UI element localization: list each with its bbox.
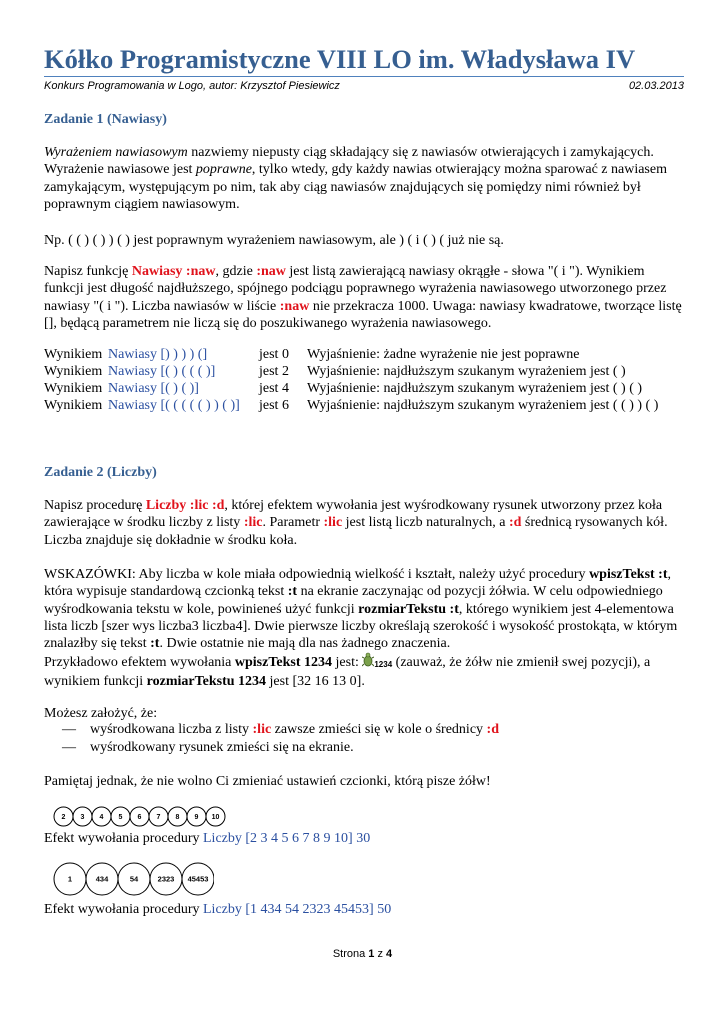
text: , gdzie <box>215 264 257 279</box>
subtitle: Konkurs Programowania w Logo, autor: Krzysztof Piesiewicz <box>44 80 340 92</box>
example-call: Nawiasy [( ) ( )] <box>108 381 199 396</box>
circle-number: 434 <box>95 874 109 884</box>
circle-number: 54 <box>129 874 139 884</box>
circle-number: 45453 <box>187 874 209 884</box>
list-item: — wyśrodkowana liczba z listy :lic zawsze zmieści się w kole o średnicy :d <box>62 722 499 737</box>
example-explanation: Wyjaśnienie: najdłuższym szukanym wyrażeniem jest ( ) <box>307 364 626 379</box>
text: . Dwie ostatnie nie mają dla nas żadnego znaczenia. <box>159 636 451 652</box>
task1-paragraph-task <box>44 263 684 332</box>
sample-rendered-number: 1234 <box>374 660 393 669</box>
circle-number: 4 <box>99 813 104 821</box>
circle-number: 1 <box>67 874 73 884</box>
circle-number: 2323 <box>157 874 175 884</box>
example-explanation: Wyjaśnienie: najdłuższym szukanym wyrażeniem jest ( ( ) ) ( ) <box>307 398 659 413</box>
param-name: :lic <box>252 722 272 737</box>
text: Napisz funkcję <box>44 264 132 279</box>
effect-caption-1 <box>44 830 684 847</box>
text: , której efektem wywołania jest wyśrodkowany rysunek utworzony przez koła zawierające w środku liczby z listy <box>44 498 663 531</box>
text: jest listą liczb naturalnych, a <box>342 515 509 531</box>
text: wyśrodkowany rysunek zmieści się na ekranie. <box>90 740 354 755</box>
circle-number: 2 <box>61 813 66 821</box>
example-prefix: Wynikiem <box>44 381 103 396</box>
document-date: 02.03.2013 <box>628 80 684 92</box>
term-em: poprawne <box>195 162 252 178</box>
task2-paragraph-example <box>44 652 684 691</box>
text: (zauważ, że żółw nie zmienił swej pozycji), a wynikiem funkcji <box>44 655 651 690</box>
text: jest listą zawierającą nawiasy okrągłe - słowa "( i "). Wynikiem funkcji jest długość najdłuższego, spójnego podciągu poprawnego wyrażenia nawiasowego utworzonego przez nawiasy "( i "). Liczba nawiasów w liście <box>44 264 667 314</box>
circle-number: 5 <box>118 813 123 821</box>
example-prefix: Wynikiem <box>44 364 103 379</box>
effect-caption-2 <box>44 901 684 918</box>
document-title: Kółko Programistyczne VIII LO im. Władysława IV <box>44 44 636 74</box>
example-circles-2 <box>44 862 214 902</box>
procedure-name: wpiszTekst :t <box>589 567 668 582</box>
circle-number: 9 <box>194 813 199 821</box>
example-explanation: Wyjaśnienie: żadne wyrażenie nie jest poprawne <box>307 347 580 362</box>
page-footer <box>0 948 725 960</box>
circle-number: 3 <box>80 813 85 821</box>
circle-number: 6 <box>137 813 142 821</box>
text: na ekranie zaczynając od pozycji żółwia. W celu odpowiedniego wyśrodkowania tekstu w kole, powinieneś użyć funkcji <box>44 584 663 617</box>
example-result: jest 4 <box>259 381 289 396</box>
text: średnicą rysowanych kół. Liczba znajduje się dokładnie w środku koła. <box>44 515 668 548</box>
example-explanation: Wyjaśnienie: najdłuższym szukanym wyrażeniem jest ( ) ( ) <box>307 381 643 396</box>
circle-number: 7 <box>156 813 161 821</box>
text: Strona <box>332 948 369 960</box>
procedure-call: Liczby [2 3 4 5 6 7 8 9 10] 30 <box>203 831 371 846</box>
term-em: Wyrażeniem nawiasowym <box>44 145 188 160</box>
example-prefix: Wynikiem <box>44 347 103 362</box>
text: Efekt wywołania procedury <box>44 902 203 917</box>
text: jest: <box>332 655 363 670</box>
param-name: :t <box>150 636 160 652</box>
param-name: :lic <box>323 515 343 531</box>
text: z <box>374 948 387 960</box>
example-call: Nawiasy [( ) ( ( ( )] <box>108 364 216 379</box>
example-result: jest 6 <box>259 398 289 413</box>
example-call: Nawiasy [( ( ( ( ( ) ) ( )] <box>108 398 240 413</box>
text: WSKAZÓWKI: Aby liczba w kole miała odpowiednią wielkość i kształt, należy użyć procedury <box>44 567 590 582</box>
page-total: 4 <box>386 948 393 960</box>
text: , która wypisuje standardową czcionką tekst <box>44 567 671 600</box>
procedure-call: wpiszTekst 1234 <box>234 655 333 670</box>
text: nazwiemy niepusty ciąg składający się z nawiasów otwierających i zamykających. Wyrażenie nawiasowe jest <box>44 145 654 178</box>
param-name: :t <box>287 584 298 600</box>
task1-paragraph-example: Np. ( ( ) ( ) ) ( ) jest poprawnym wyrażeniem nawiasowym, ale ) ( i ( ) ( już nie są. <box>44 233 504 248</box>
text: , którego wynikiem jest 4-elementowa lista liczb [szer wys liczba3 liczba4]. Dwie pierwsze liczby określają szerokość i wysokość prostokąta, w którym znalazłby się tekst <box>44 601 678 652</box>
font-warning: Pamiętaj jednak, że nie wolno Ci zmieniać ustawień czcionki, którą pisze żółw! <box>44 774 491 789</box>
text: nie przekracza 1000. Uwaga: nawiasy kwadratowe, tworzące listę [], będącą parametrem nie liczą się do poszukiwanego wyrażenia nawiasowego. <box>44 298 682 331</box>
text: Efekt wywołania procedury <box>44 831 203 846</box>
text: Napisz procedurę <box>44 498 146 513</box>
page-number: 1 <box>368 948 375 960</box>
example-result: jest 0 <box>259 347 289 362</box>
task2-heading: Zadanie 2 (Liczby) <box>44 465 157 480</box>
text: , tylko wtedy, gdy każdy nawias otwierający można sparować z nawiasem zamykającym, występującym po nim, tak aby ciąg nawiasów znajdujących się pomiędzy nimi również był poprawnym ciągiem nawiasowym. <box>44 162 667 212</box>
param-name: :naw <box>279 298 310 314</box>
example-result: jest 2 <box>259 364 289 379</box>
circle-number: 8 <box>175 813 180 821</box>
text: zawsze zmieści się w kole o średnicy <box>271 722 487 737</box>
function-call: rozmiarTekstu 1234 <box>146 674 267 690</box>
example-circles-1 <box>44 806 234 832</box>
title-rule <box>44 76 684 77</box>
text: Przykładowo efektem wywołania <box>44 655 235 670</box>
circle-number: 10 <box>211 813 220 821</box>
task2-paragraph-task <box>44 497 684 549</box>
function-name: Nawiasy :naw <box>131 264 216 279</box>
param-name: :d <box>508 515 522 531</box>
task2-paragraph-hints <box>44 566 684 652</box>
text: wyśrodkowana liczba z listy <box>90 722 253 737</box>
param-name: :lic <box>243 515 263 531</box>
assume-line: Możesz założyć, że: <box>44 706 158 721</box>
example-call: Nawiasy [) ) ) ) (] <box>108 347 208 362</box>
function-name: Liczby :lic :d <box>145 498 225 513</box>
function-name: rozmiarTekstu :t <box>358 601 459 617</box>
example-prefix: Wynikiem <box>44 398 103 413</box>
text: jest [32 16 13 0]. <box>266 674 365 690</box>
param-name: :d <box>486 722 499 737</box>
procedure-call: Liczby [1 434 54 2323 45453] 50 <box>203 902 392 917</box>
task1-heading: Zadanie 1 (Nawiasy) <box>44 112 167 127</box>
param-name: :naw <box>256 264 286 279</box>
subtitle-line <box>44 80 684 92</box>
task1-paragraph-definition <box>44 144 684 213</box>
list-item: — wyśrodkowany rysunek zmieści się na ekranie. <box>62 740 354 755</box>
text: . Parametr <box>262 515 324 531</box>
turtle-icon <box>362 655 374 670</box>
